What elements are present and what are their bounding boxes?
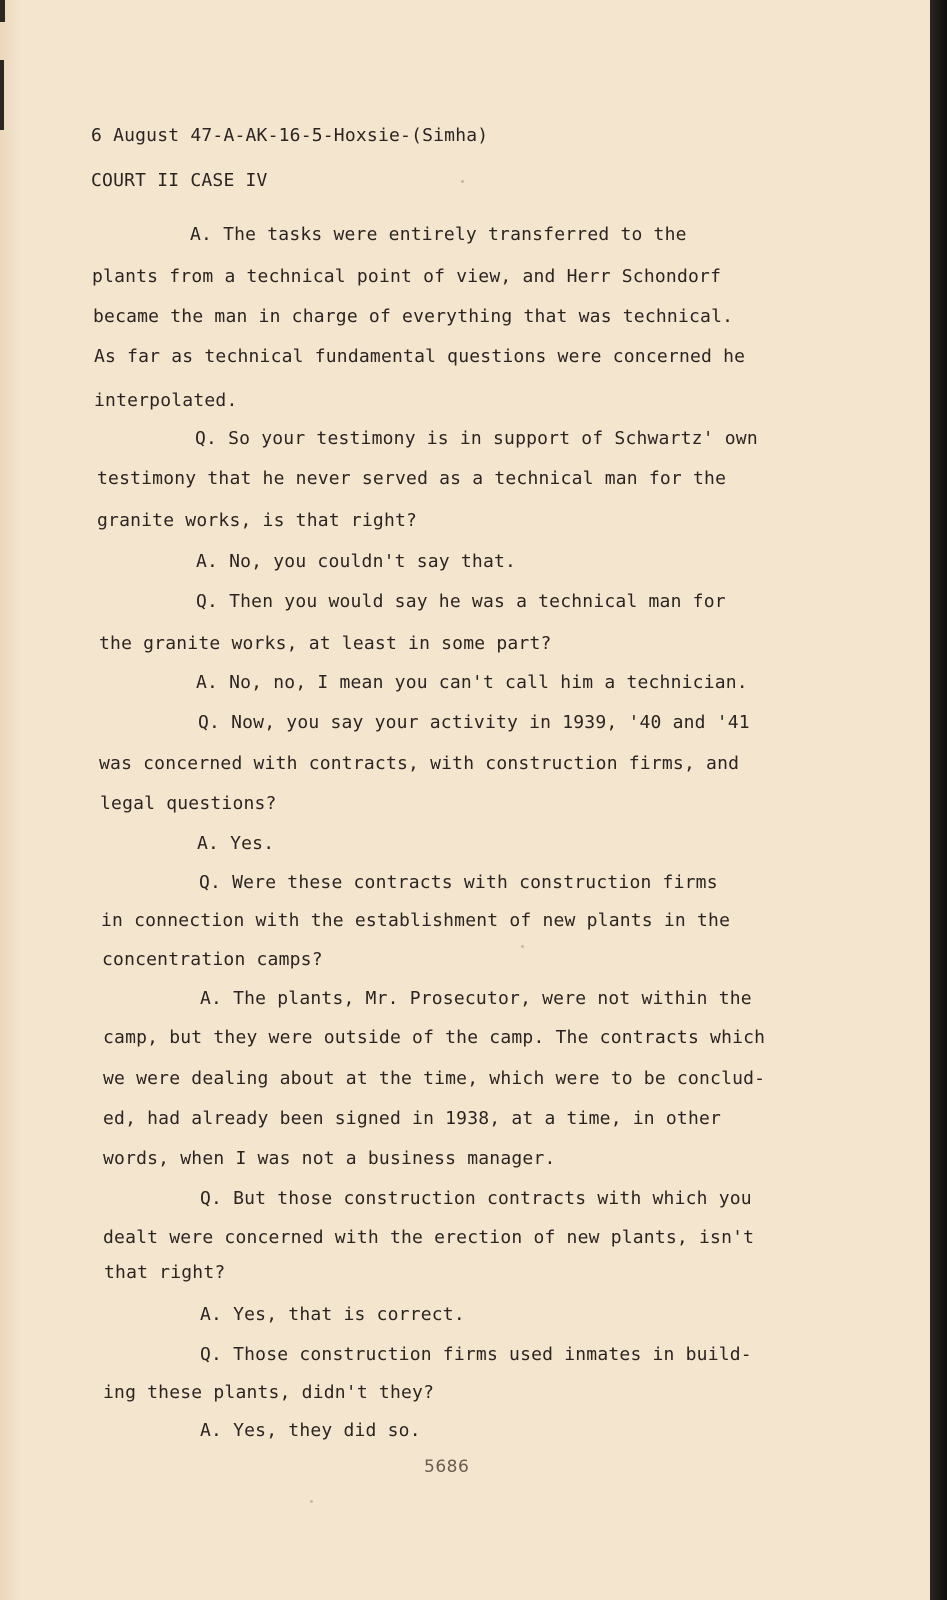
transcript-line: became the man in charge of everything that was technical. — [93, 306, 734, 327]
header-court-case: COURT II CASE IV — [91, 170, 268, 191]
transcript-line: A. Yes, they did so. — [200, 1420, 421, 1441]
paper-speck — [310, 1500, 313, 1503]
transcript-line: Q. But those construction contracts with which you — [200, 1188, 752, 1209]
transcript-line: we were dealing about at the time, which were to be conclud- — [103, 1068, 766, 1089]
transcript-line: that right? — [104, 1262, 226, 1283]
transcript-line: dealt were concerned with the erection of new plants, isn't — [103, 1227, 755, 1248]
page-number: 5686 — [424, 1457, 470, 1477]
transcript-line: Q. Then you would say he was a technical man for — [196, 591, 726, 612]
transcript-line: ing these plants, didn't they? — [103, 1382, 435, 1403]
transcript-line: As far as technical fundamental questions were concerned he — [94, 346, 746, 367]
transcript-line: the granite works, at least in some part? — [99, 633, 552, 654]
transcript-line: A. Yes. — [197, 833, 275, 854]
transcript-line: Q. Were these contracts with construction firms — [199, 872, 718, 893]
transcript-line: granite works, is that right? — [97, 510, 418, 531]
transcript-line: words, when I was not a business manager. — [103, 1148, 556, 1169]
transcript-line: Q. So your testimony is in support of Schwartz' own — [195, 428, 758, 449]
transcript-line: A. No, no, I mean you can't call him a technician. — [196, 672, 748, 693]
scan-edge-shadow — [930, 0, 947, 1600]
transcript-line: plants from a technical point of view, and Herr Schondorf — [92, 266, 722, 287]
paper-speck — [521, 945, 524, 948]
transcript-line: testimony that he never served as a technical man for the — [97, 468, 727, 489]
transcript-line: camp, but they were outside of the camp. The contracts which — [103, 1027, 766, 1048]
transcript-line: legal questions? — [100, 793, 277, 814]
transcript-line: A. The plants, Mr. Prosecutor, were not within the — [200, 988, 752, 1009]
transcript-line: interpolated. — [94, 390, 238, 411]
transcript-line: Q. Those construction firms used inmates in build- — [200, 1344, 752, 1365]
paper-speck — [461, 180, 464, 183]
transcript-line: A. The tasks were entirely transferred to the — [190, 224, 687, 245]
transcript-line: A. Yes, that is correct. — [200, 1304, 465, 1325]
transcript-line: ed, had already been signed in 1938, at a time, in other — [103, 1108, 722, 1129]
transcript-line: A. No, you couldn't say that. — [196, 551, 517, 572]
transcript-line: concentration camps? — [102, 949, 323, 970]
transcript-line: Q. Now, you say your activity in 1939, '40 and '41 — [198, 712, 750, 733]
transcript-line: was concerned with contracts, with construction firms, and — [99, 753, 740, 774]
transcript-line: in connection with the establishment of new plants in the — [101, 910, 731, 931]
header-case-reference: 6 August 47-A-AK-16-5-Hoxsie-(Simha) — [91, 125, 489, 146]
